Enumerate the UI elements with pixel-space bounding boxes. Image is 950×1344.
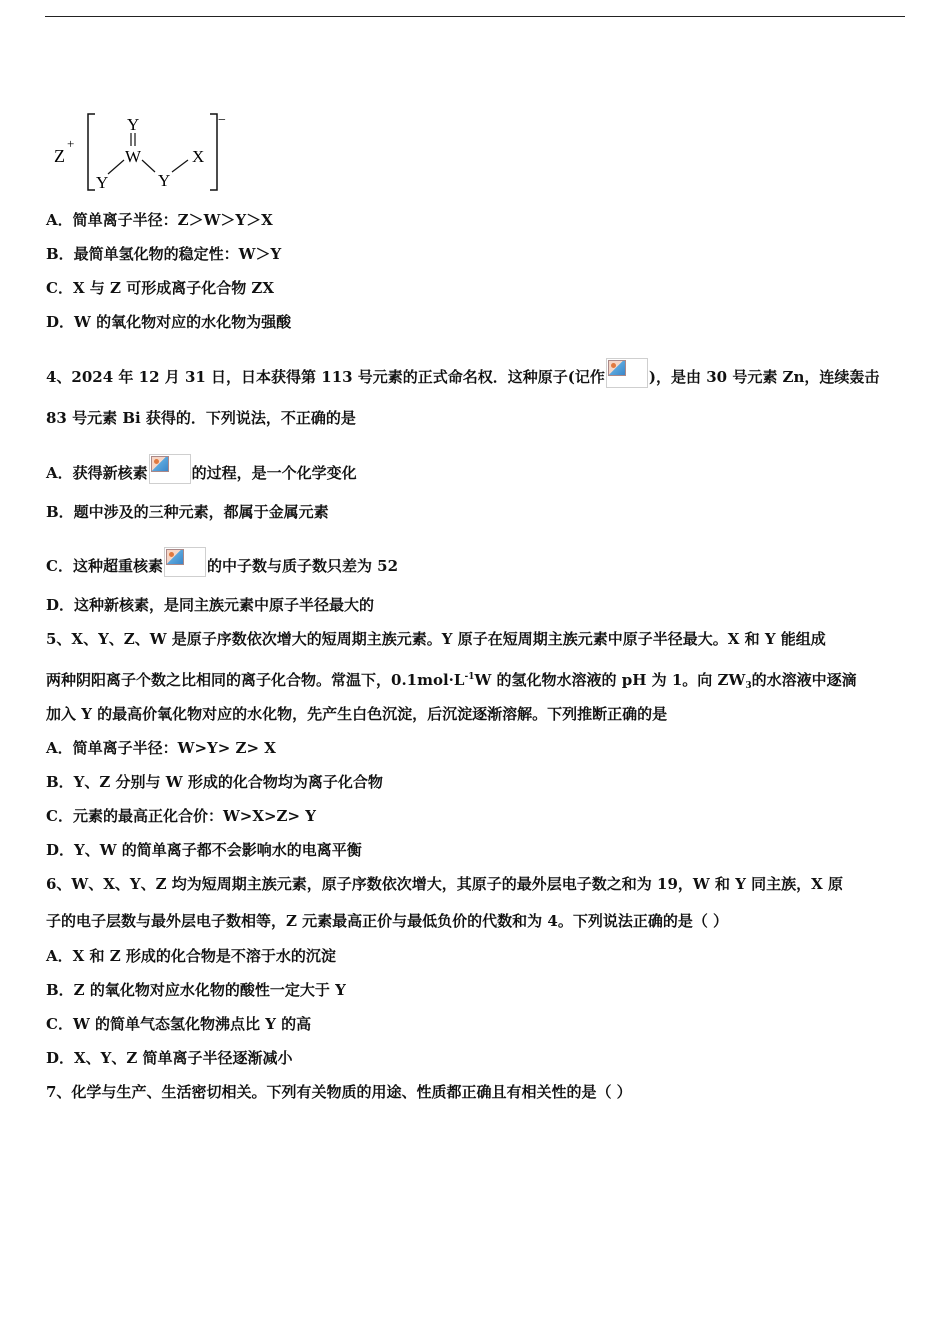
- q6-option-d: D．X、Y、Z 简单离子半径逐渐减小: [46, 1049, 293, 1067]
- bond-right: [172, 160, 188, 172]
- q4-option-a-pre: A．获得新核素: [46, 464, 148, 482]
- q4-option-c-pre: C．这种超重核素: [46, 557, 163, 575]
- q4-stem-part2: )，是由 30 号元素 Zn，连续轰击: [648, 368, 880, 386]
- q5-option-a: A．简单离子半径：W>Y> Z> X: [46, 739, 276, 757]
- q4-option-a: [46, 454, 357, 484]
- top-atom: Y: [127, 115, 140, 134]
- q6-stem-line1: 6、W、X、Y、Z 均为短周期主族元素，原子序数依次增大，其原子的最外层电子数之和为 19，W 和 Y 同主族，X 原: [46, 875, 843, 893]
- left-bracket: [88, 114, 95, 190]
- q6-option-a: A．X 和 Z 形成的化合物是不溶于水的沉淀: [46, 947, 336, 965]
- q4-option-c-post: 的中子数与质子数只差为 52: [206, 557, 399, 575]
- q5-stem-line1: 5、X、Y、Z、W 是原子序数依次增大的短周期主族元素。Y 原子在短周期主族元素中原子半径最大。X 和 Y 能组成: [46, 630, 826, 648]
- bond-left: [108, 160, 124, 174]
- q5-line2-sub: 3: [745, 681, 752, 691]
- q4-option-c: [46, 547, 398, 577]
- q4-stem-line2: 83 号元素 Bi 获得的．下列说法，不正确的是: [46, 409, 356, 427]
- middle-atom: Y: [158, 171, 171, 190]
- q5-line2-sup: -1: [464, 672, 475, 682]
- cation-symbol: Z: [54, 146, 65, 166]
- bond-middle: [142, 160, 155, 172]
- q3-option-a: A．简单离子半径：Z＞W＞Y＞X: [46, 211, 273, 229]
- q4-option-d: D．这种新核素，是同主族元素中原子半径最大的: [46, 596, 375, 614]
- ion-structure-diagram: [50, 108, 240, 198]
- q5-stem-line2: [46, 667, 857, 696]
- q4-stem-line1: [46, 358, 879, 388]
- q6-option-b: B．Z 的氧化物对应水化物的酸性一定大于 Y: [46, 981, 346, 999]
- q4-option-a-post: 的过程，是一个化学变化: [191, 464, 357, 482]
- header-rule: [45, 16, 905, 17]
- q6-option-c: C．W 的简单气态氢化物沸点比 Y 的高: [46, 1015, 312, 1033]
- nuclide-image-icon: [606, 358, 648, 388]
- q6-stem-line2: 子的电子层数与最外层电子数相等，Z 元素最高正价与最低负价的代数和为 4。下列说法正确的是（ ）: [46, 912, 729, 930]
- right-atom: X: [192, 147, 205, 166]
- nuclide-image-icon: [164, 547, 206, 577]
- right-bracket: [210, 114, 217, 190]
- q5-option-d: D．Y、W 的简单离子都不会影响水的电离平衡: [46, 841, 362, 859]
- center-atom: W: [125, 147, 142, 166]
- cation-charge: +: [67, 136, 75, 151]
- q3-option-b: B．最简单氢化物的稳定性：W＞Y: [46, 245, 282, 263]
- q3-option-d: D．W 的氧化物对应的水化物为强酸: [46, 313, 292, 331]
- q4-stem-part1: 4、2024 年 12 月 31 日，日本获得第 113 号元素的正式命名权．这种原子(记作: [46, 368, 605, 386]
- q5-line2-b: W 的氢化物水溶液的 pH 为 1。向 ZW: [474, 671, 746, 689]
- q5-stem-line3: 加入 Y 的最高价氧化物对应的水化物，先产生白色沉淀，后沉淀逐渐溶解。下列推断正确的是: [46, 705, 668, 723]
- q5-line2-c: 的水溶液中逐滴: [751, 671, 857, 689]
- q5-option-b: B．Y、Z 分别与 W 形成的化合物均为离子化合物: [46, 773, 383, 791]
- q5-option-c: C．元素的最高正化合价：W>X>Z> Y: [46, 807, 317, 825]
- left-atom: Y: [96, 173, 109, 192]
- q5-line2-a: 两种阴阳离子个数之比相同的离子化合物。常温下，0.1mol·L: [46, 671, 465, 689]
- anion-charge: −: [218, 113, 226, 128]
- q4-option-b: B．题中涉及的三种元素，都属于金属元素: [46, 503, 329, 521]
- q3-option-c: C．X 与 Z 可形成离子化合物 ZX: [46, 279, 275, 297]
- q7-stem-line1: 7、化学与生产、生活密切相关。下列有关物质的用途、性质都正确且有相关性的是（ ）: [46, 1083, 632, 1101]
- nuclide-image-icon: [149, 454, 191, 484]
